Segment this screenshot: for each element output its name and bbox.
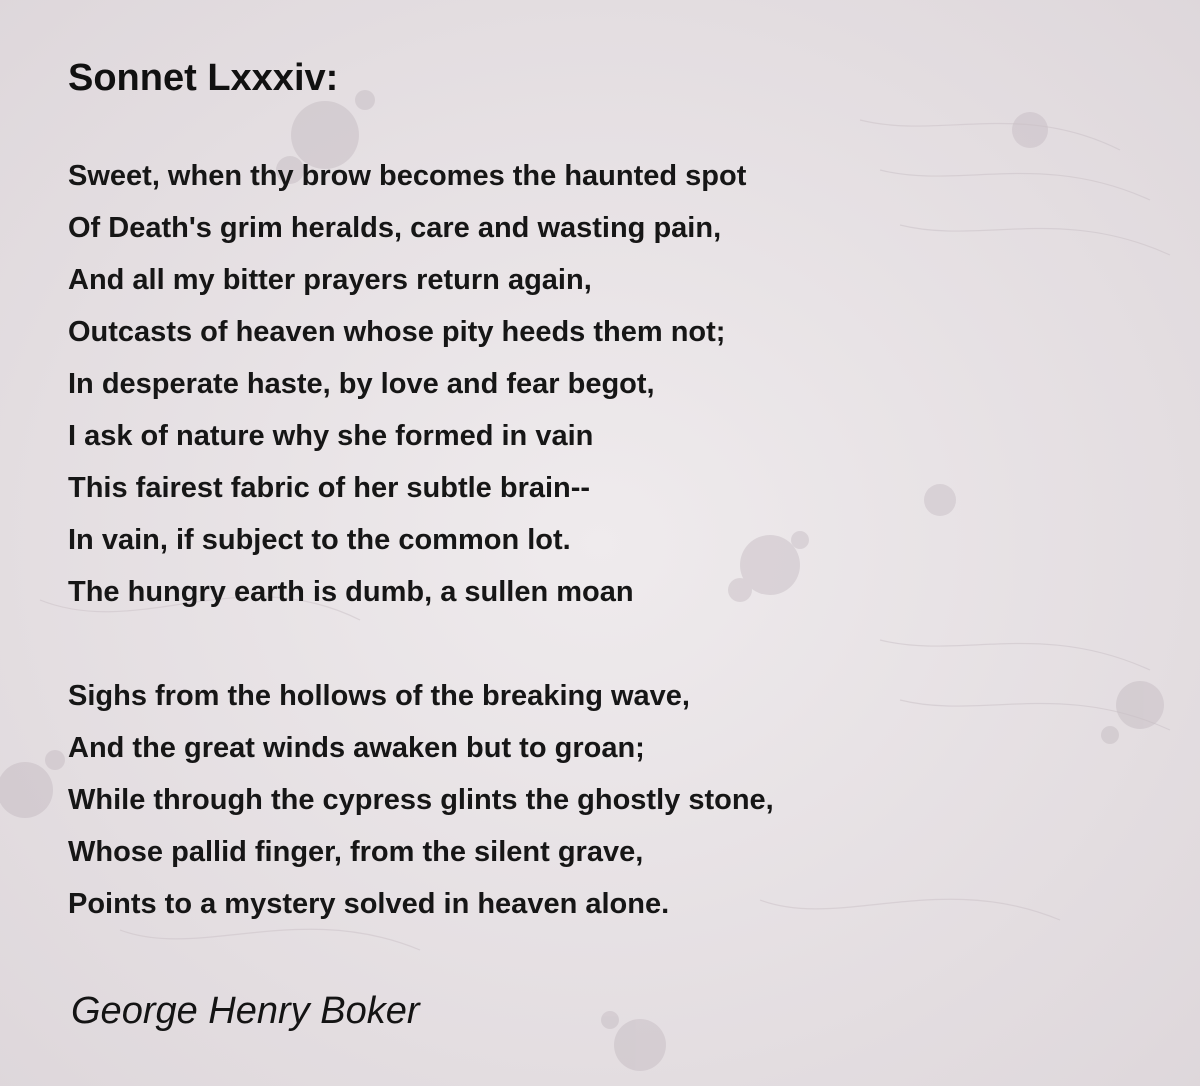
poem-line: The hungry earth is dumb, a sullen moan	[68, 576, 634, 608]
poem-line: Whose pallid finger, from the silent grave,	[68, 836, 644, 868]
poem-line: In vain, if subject to the common lot.	[68, 524, 571, 556]
poem-title: Sonnet Lxxxiv:	[68, 57, 339, 99]
poem-line: And all my bitter prayers return again,	[68, 264, 592, 296]
poem-line: And the great winds awaken but to groan;	[68, 732, 645, 764]
poem-line: While through the cypress glints the ghostly stone,	[68, 784, 774, 816]
poem-line: Points to a mystery solved in heaven alone.	[68, 888, 670, 920]
poem-line: In desperate haste, by love and fear begot,	[68, 368, 655, 400]
poem-line: I ask of nature why she formed in vain	[68, 420, 594, 452]
poem-author: George Henry Boker	[71, 990, 420, 1032]
poem-line: Sweet, when thy brow becomes the haunted spot	[68, 160, 747, 192]
poem-line: Of Death's grim heralds, care and wasting pain,	[68, 212, 722, 244]
poem-line: Outcasts of heaven whose pity heeds them not;	[68, 316, 726, 348]
stanza-2	[68, 670, 774, 930]
stanza-1	[68, 150, 746, 618]
poem-line: Sighs from the hollows of the breaking wave,	[68, 680, 690, 712]
poem-line: This fairest fabric of her subtle brain--	[68, 472, 591, 504]
